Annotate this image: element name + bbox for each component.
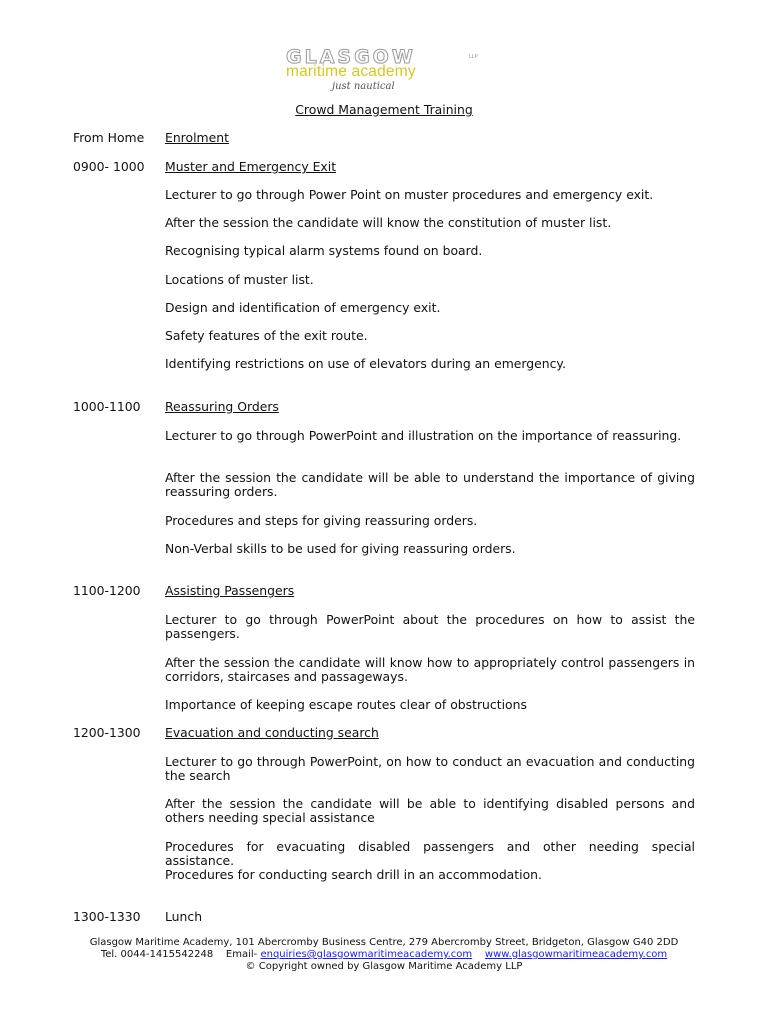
logo-subtitle: maritime academy <box>286 63 416 80</box>
logo-tagline: just nautical <box>332 81 395 92</box>
academy-logo <box>286 47 486 95</box>
logo-wordmark: GLASGOW <box>286 46 416 68</box>
session-item: Non-Verbal skills to be used for giving reassuring orders. <box>165 541 516 556</box>
session-heading: Muster and Emergency Exit <box>165 159 337 174</box>
session-item: After the session the candidate will be able to understand the importance of giving reassuring orders. <box>165 470 695 499</box>
session-time: 0900- 1000 <box>73 159 145 174</box>
logo-llp: LLP <box>469 54 478 60</box>
document-title: Crowd Management Training <box>295 102 473 117</box>
session-heading: Assisting Passengers <box>165 583 295 598</box>
session-heading: Enrolment <box>165 130 229 145</box>
session-item: Procedures for evacuating disabled passengers and other needing special assistance. <box>165 839 695 868</box>
session-item: Recognising typical alarm systems found on board. <box>165 243 483 258</box>
session-time: From Home <box>73 130 145 145</box>
session-item: Locations of muster list. <box>165 272 314 287</box>
session-item: Procedures for conducting search drill in an accommodation. <box>165 867 542 882</box>
session-time: 1000-1100 <box>73 399 141 414</box>
footer-copyright: © Copyright owned by Glasgow Maritime Academy LLP <box>245 961 523 972</box>
session-item: Importance of keeping escape routes clear of obstructions <box>165 697 527 712</box>
footer-phone: Tel. 0044-1415542248 <box>100 949 214 960</box>
session-item: Lecturer to go through PowerPoint, on how to conduct an evacuation and conducting the search <box>165 754 695 783</box>
footer-website-link[interactable]: www.glasgowmaritimeacademy.com <box>484 949 668 960</box>
session-heading: Lunch <box>165 909 203 924</box>
session-item: Identifying restrictions on use of elevators during an emergency. <box>165 356 566 371</box>
session-time: 1300-1330 <box>73 909 141 924</box>
session-time: 1200-1300 <box>73 725 141 740</box>
footer-email-label: Email- <box>225 949 258 960</box>
session-item: Lecturer to go through PowerPoint and illustration on the importance of reassuring. <box>165 428 682 443</box>
session-item: Procedures and steps for giving reassuring orders. <box>165 513 478 528</box>
session-time: 1100-1200 <box>73 583 141 598</box>
session-item: After the session the candidate will know the constitution of muster list. <box>165 215 612 230</box>
session-item: Lecturer to go through Power Point on muster procedures and emergency exit. <box>165 187 654 202</box>
footer-address: Glasgow Maritime Academy, 101 Abercromby Business Centre, 279 Abercromby Street, Bridgeton, Glasgow G40 2DD <box>89 937 679 948</box>
footer-contact <box>0 949 768 961</box>
session-item: Lecturer to go through PowerPoint about the procedures on how to assist the passengers. <box>165 612 695 641</box>
session-heading: Evacuation and conducting search <box>165 725 379 740</box>
session-item: After the session the candidate will be able to identifying disabled persons and others needing special assistance <box>165 796 695 825</box>
session-item: After the session the candidate will know how to appropriately control passengers in corridors, staircases and passageways. <box>165 655 695 684</box>
session-item: Safety features of the exit route. <box>165 328 368 343</box>
footer-email-link[interactable]: enquiries@glasgowmaritimeacademy.com <box>260 949 473 960</box>
session-heading: Reassuring Orders <box>165 399 279 414</box>
session-item: Design and identification of emergency exit. <box>165 300 441 315</box>
